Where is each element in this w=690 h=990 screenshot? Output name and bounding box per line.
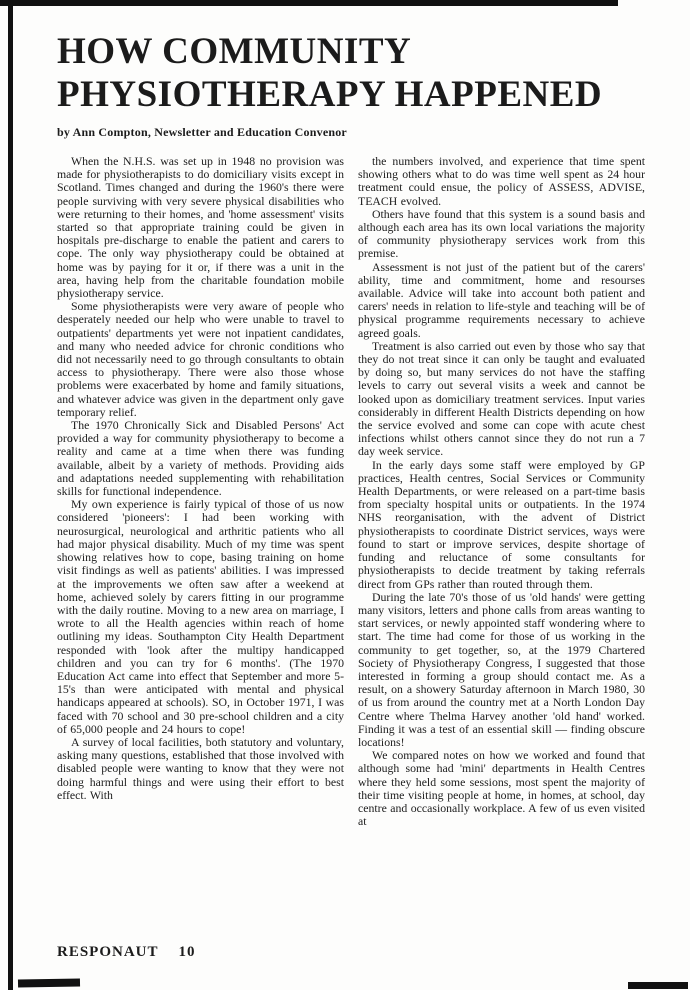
article-byline: by Ann Compton, Newsletter and Education Convenor [57,125,347,139]
paragraph: We compared notes on how we worked and found that although some had 'mini' departments in Health Centres where they held some sessions, most spent the majority of their time visiting people at home, in homes, at school, day centre and occasionally workplace. A few of us even visited at [358,748,645,829]
scan-mark-bottom-left [18,978,80,987]
page-number: 10 [178,944,196,960]
paragraph: When the N.H.S. was set up in 1948 no provision was made for physiotherapists to do domiciliary visits except in Scotland. Times changed and during the 1960's there were people surviving with very severe physical disabilities who were returning to their homes, and 'home assessment' visits started so that appropriate training could be given in hospitals pre-discharge to enable the patient and carers to cope. The only way physiotherapy could be obtained at home was by paying for it or, if there was a unit in the area, having help from the charitable foundation mobile physiotherapy service. [57,154,344,301]
paragraph: My own experience is fairly typical of those of us now considered 'pioneers': I had been working with neurosurgical, neurological and arthritic patients who all had major physical disability. Much of my time was spent showing relatives how to cope, basing training on home visit findings as well as patients' abilities. I was impressed at the improvements we often saw after a weekend at home, achieved solely by carers fitting in our programme with the daily routine. Moving to a new area on marriage, I wrote to all the Health agencies within reach of home outlining my ideas. Southampton City Health Department responded with 'look after the multipy handicapped children and you can try for 6 months'. (The 1970 Education Act came into effect that September and more 5-15's than were anticipated with mental and physical handicaps appeared at schools). SO, in October 1971, I was faced with 70 school and 30 pre-school children and a city of 65,000 people and 24 hours to cope! [57,497,344,736]
paragraph: During the late 70's those of us 'old hands' were getting many visitors, letters and phone calls from areas wanting to start services, or newly appointed staff wondering where to start. The time had come for those of us working in the community to get together, so, at the 1979 Chartered Society of Physiotherapy Congress, I suggested that those interested in forming a group should contact me. As a result, on a showery Saturday afternoon in March 1980, 30 of us from around the country met at a North London Day Centre where Thelma Harvey another 'old hand' worked. Finding it was a test of an essential skill — finding obscure locations! [358,589,645,749]
paragraph: Assessment is not just of the patient but of the carers' ability, time and commitment, home and resourses available. Advice will take into account both patient and carers' needs in relation to life-style and teaching will be of physical programme requirements necessary to achieve agreed goals. [358,259,645,340]
paragraph: Others have found that this system is a sound basis and although each area has its own local variations the majority of community physiotherapy services work from this premise. [358,206,645,261]
magazine-name: RESPONAUT [57,944,159,960]
article-content [57,30,646,828]
paragraph: The 1970 Chronically Sick and Disabled Persons' Act provided a way for community physiotherapy to become a reality and came at a time when there was funding available, albeit by a variety of methods. Providing aids and adaptations needed supplementing with rehabilitation skills for functional independence. [57,418,344,499]
paragraph: Treatment is also carried out even by those who say that they do not treat since it can only be taught and evaluated by doing so, but many services do not have the staffing levels to carry out several visits a week and cannot be looked upon as domiciliary treatment services. Input varies considerably in different Health Districts depending on how the service evolved and some can cope with acute chest infections whilst others cannot since they do not run a 7 day week service. [358,338,645,459]
article-body [57,155,646,828]
paragraph: A survey of local facilities, both statutory and voluntary, asking many questions, established that those involved with disabled people were wanting to know that they were not doing harmful things and were using their effort to best effect. With [57,734,344,802]
article-title [57,30,646,116]
page-footer [57,944,196,961]
paragraph: In the early days some staff were employed by GP practices, Health centres, Social Services or Community Health Departments, or were released on a part-time basis from specialty hospital units or outpatients. In the 1974 NHS reorganisation, with the advent of District physiotherapists to coordinate District services, ways were found to start or improve services, despite shortage of funding and reluctance of some consultants for physiotherapists to decide treatment by taking referrals direct from GPs rather than routed through them. [358,457,645,591]
paragraph: Some physiotherapists were very aware of people who desperately needed our help who were unable to travel to outpatients' departments yet were not inpatient candidates, and many who needed advice for chronic conditions who did not necessarily need to go through consultants to obtain access to physiotherapy. There were also those whose problems were exacerbated by home and family situations, and whatever advice was given in the department only gave temporary relief. [57,299,344,419]
article-title-line2: PHYSIOTHERAPY HAPPENED [57,74,603,115]
scan-mark-bottom-right [628,982,688,989]
paragraph: the numbers involved, and experience that time spent showing others what to do was time well spent as 24 hour treatment could ensue, the policy of ASSESS, ADVISE, TEACH evolved. [358,154,645,208]
article-title-line1: HOW COMMUNITY [57,31,412,72]
right-column [358,155,645,828]
scan-edge-top [0,0,618,6]
scan-edge-left [8,0,13,990]
left-column [57,155,344,828]
